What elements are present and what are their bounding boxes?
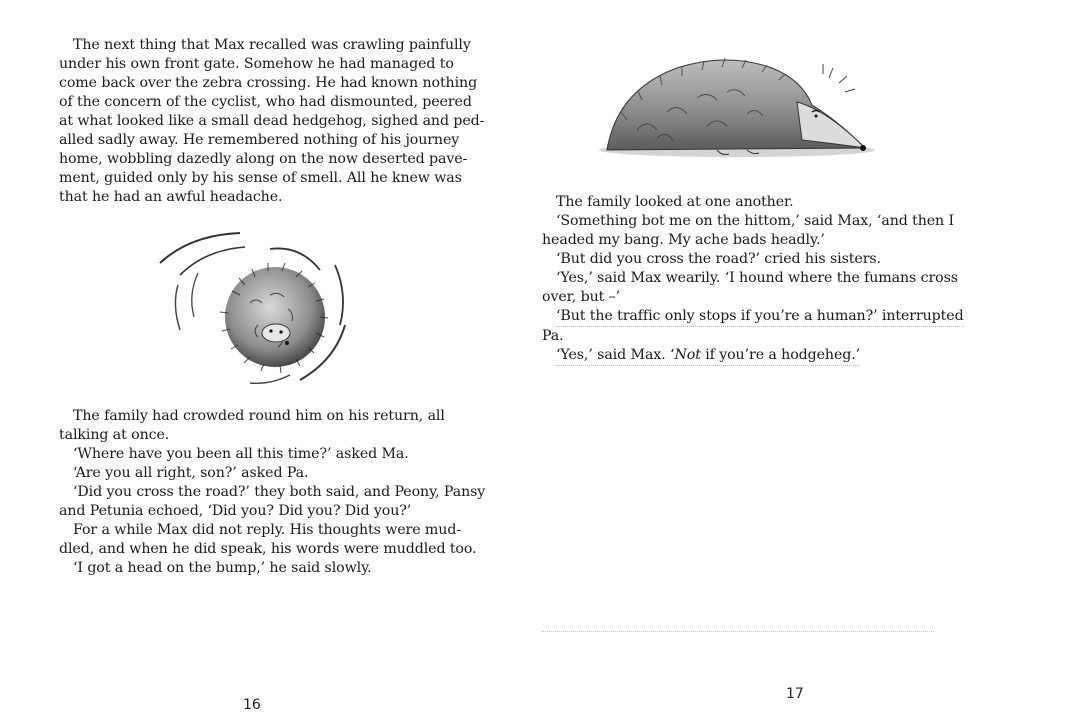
page-number: 17 bbox=[786, 686, 804, 702]
text-line: that he had an awful headache. bbox=[59, 189, 283, 205]
text-line: ‘Something bot me on the hittom,’ said Max, ‘and then I bbox=[556, 213, 955, 229]
text-line: alled sadly away. He remembered nothing of his journey bbox=[59, 132, 460, 148]
text-line: ‘I got a head on the bump,’ he said slowly. bbox=[73, 560, 372, 576]
text-line: come back over the zebra crossing. He had known nothing bbox=[59, 75, 478, 91]
paragraph-2 bbox=[59, 407, 486, 578]
text-line: of the concern of the cyclist, who had dismounted, peered bbox=[59, 94, 472, 110]
text-line: dled, and when he did speak, his words were muddled too. bbox=[59, 541, 477, 557]
text-span: ‘Yes,’ said Max. ‘ bbox=[556, 347, 675, 363]
text-line: under his own front gate. Somehow he had managed to bbox=[59, 56, 454, 72]
text-line bbox=[542, 307, 962, 327]
text-line: ‘Where have you been all this time?’ asked Ma. bbox=[73, 446, 409, 462]
text-line: and Petunia echoed, ‘Did you? Did you? Did you?’ bbox=[59, 503, 412, 519]
highlighted-text: ‘But the traffic only stops if you’re a human?’ interrupted bbox=[556, 307, 964, 327]
text-line: The family had crowded round him on his return, all bbox=[73, 408, 445, 424]
right-page bbox=[532, 0, 1065, 715]
text-line: ‘Did you cross the road?’ they both said, and Peony, Pansy bbox=[73, 484, 486, 500]
dialogue-text bbox=[542, 193, 962, 366]
text-line: ment, guided only by his sense of smell. All he knew was bbox=[59, 170, 462, 186]
text-line bbox=[542, 346, 962, 366]
paragraph-1 bbox=[59, 36, 485, 207]
text-line: headed my bang. My ache bads headly.’ bbox=[542, 232, 825, 248]
text-line: For a while Max did not reply. His thoughts were mud- bbox=[73, 522, 461, 538]
text-line: talking at once. bbox=[59, 427, 170, 443]
text-line: The next thing that Max recalled was crawling painfully bbox=[73, 37, 471, 53]
text-line: at what looked like a small dead hedgehog, sighed and ped- bbox=[59, 113, 485, 129]
text-line: ‘Yes,’ said Max wearily. ‘I hound where the fumans cross bbox=[556, 270, 958, 286]
lying-hedgehog-illustration bbox=[597, 50, 882, 170]
page-number: 16 bbox=[243, 697, 261, 713]
spinning-hedgehog-illustration bbox=[150, 225, 360, 390]
highlighted-text bbox=[556, 346, 860, 366]
text-line: home, wobbling dazedly along on the now deserted pave- bbox=[59, 151, 468, 167]
text-line: Pa. bbox=[542, 328, 564, 344]
text-span: if you’re a hodgeheg.’ bbox=[700, 347, 861, 363]
emphasis-text: Not bbox=[674, 347, 701, 363]
text-line: The family looked at one another. bbox=[556, 194, 794, 210]
text-line: ‘Are you all right, son?’ asked Pa. bbox=[73, 465, 309, 481]
footer-rule bbox=[542, 631, 934, 633]
text-line: over, but –’ bbox=[542, 289, 621, 305]
left-page bbox=[0, 0, 532, 715]
text-line: ‘But did you cross the road?’ cried his sisters. bbox=[556, 251, 881, 267]
